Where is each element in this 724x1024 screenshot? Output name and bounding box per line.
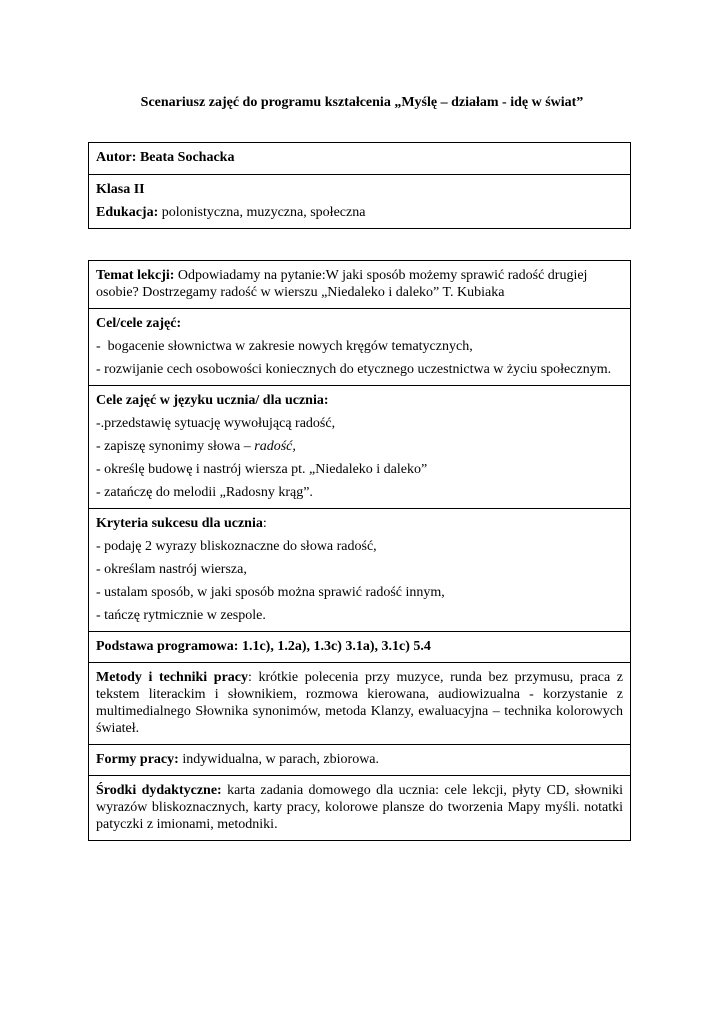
forms-label: Formy pracy:: [96, 752, 179, 767]
class-label: Klasa II: [96, 182, 145, 197]
class-cell: [89, 174, 630, 228]
student-goal-item: - określę budowę i nastrój wiersza pt. „Niedaleko i daleko”: [96, 462, 428, 477]
criteria-item: - podaję 2 wyrazy bliskoznaczne do słowa radość,: [96, 539, 377, 554]
goal-item: - rozwijanie cech osobowości koniecznych do etycznego uczestnictwa w życiu społecznym.: [96, 362, 612, 377]
means-label: Środki dydaktyczne:: [96, 783, 222, 798]
criteria-label: Kryteria sukcesu dla ucznia: [96, 516, 263, 531]
student-goal-item: [96, 438, 623, 455]
author-value: Beata Sochacka: [139, 150, 235, 165]
student-goals-cell: [89, 385, 630, 508]
student-goal-text: - zapiszę synonimy słowa –: [96, 439, 255, 454]
education-value: polonistyczna, muzyczna, społeczna: [161, 205, 366, 220]
criteria-item: - ustalam sposób, w jaki sposób można sprawić radość innym,: [96, 585, 445, 600]
curriculum-cell: Podstawa programowa: 1.1c), 1.2a), 1.3c) 3.1a), 3.1c) 5.4: [89, 631, 630, 662]
methods-cell: [89, 662, 630, 744]
criteria-heading: [96, 515, 623, 532]
goal-item: [96, 338, 623, 355]
student-goal-item: - zatańczę do melodii „Radosny krąg”.: [96, 485, 313, 500]
forms-cell: [89, 744, 630, 775]
methods-value: : krótkie polecenia przy muzyce, runda bez przymusu, praca z tekstem literackim i słownikiem, rozmowa kierowana, audiowizualna - korzystanie z multimedialnego Słownika synonimów, metoda Klanzy, ewaluacyjna – technika kolorowych świateł.: [96, 670, 623, 736]
criteria-cell: [89, 508, 630, 631]
criteria-item: - tańczę rytmicznie w zespole.: [96, 608, 266, 623]
forms-value: indywidualna, w parach, zbiorowa.: [182, 752, 380, 767]
topic-label: Temat lekcji:: [96, 268, 175, 283]
goals-cell: [89, 308, 630, 385]
goals-label: Cel/cele zajęć:: [96, 316, 182, 331]
education-label: Edukacja:: [96, 205, 159, 220]
goal-dash: -: [96, 339, 101, 354]
criteria-colon: :: [262, 516, 267, 531]
student-goal-item: -.przedstawię sytuację wywołującą radość,: [96, 416, 336, 431]
student-goal-italic: radość,: [254, 439, 296, 454]
criteria-item: - określam nastrój wiersza,: [96, 562, 247, 577]
header-table: [88, 142, 631, 229]
goal-text: bogacenie słownictwa w zakresie nowych kręgów tematycznych,: [107, 339, 473, 354]
author-cell: [89, 143, 630, 174]
education-line: [96, 204, 623, 221]
lesson-table: [88, 260, 631, 841]
topic-value: Odpowiadamy na pytanie:W jaki sposób możemy sprawić radość drugiej osobie? Dostrzegamy radość w wierszu „Niedaleko i daleko” T. Kubiaka: [96, 268, 588, 300]
topic-cell: [89, 261, 630, 308]
student-goals-label: Cele zajęć w języku ucznia/ dla ucznia:: [96, 393, 329, 408]
document-title: Scenariusz zajęć do programu kształcenia „Myślę – działam - idę w świat”: [140, 95, 584, 110]
author-label: Autor:: [96, 150, 137, 165]
means-cell: [89, 775, 630, 840]
methods-label: Metody i techniki pracy: [96, 670, 248, 685]
means-value: karta zadania domowego dla ucznia: cele lekcji, płyty CD, słowniki wyrazów bliskoznacznych, karty pracy, kolorowe plansze do tworzenia Mapy myśli. notatki patyczki z imionami, metodniki.: [96, 783, 623, 832]
